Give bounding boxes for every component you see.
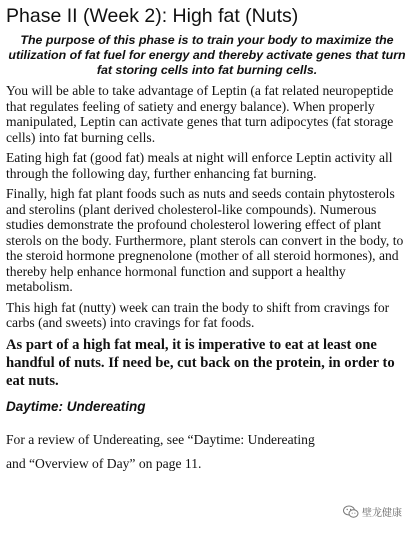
paragraph-leptin: You will be able to take advantage of Leptin (a fat related neuropeptide that regulates feeling of satiety and energy balance). When properly manipulated, Leptin can activate genes that turn adipocytes (fat storage cells) into fat burning cells. — [6, 83, 394, 145]
watermark — [343, 504, 402, 519]
wechat-icon — [343, 505, 359, 519]
page-title: Phase II (Week 2): High fat (Nuts) — [6, 5, 299, 27]
paragraph-plant-sterols: Finally, high fat plant foods such as nuts and seeds contain phytosterols and sterolins (plant derived cholesterol-like compounds). Numerous studies demonstrate the profound cholesterol lowering effect of plant sterols on the body. Furthermore, plant sterols can convert in the body, to the steroid hormone pregnenolone (mother of all steroid hormones), and thereby help enhance hormonal function and support a healthy metabolism. — [6, 186, 404, 294]
paragraph-night-meals: Eating high fat (good fat) meals at night will enforce Leptin activity all through the following day, further enhancing fat burning. — [6, 150, 393, 181]
subheading-daytime: Daytime: Undereating — [6, 398, 146, 414]
emphasis-nuts: As part of a high fat meal, it is imperative to eat at least one handful of nuts. If need be, cut back on the protein, in order to eat nuts. — [6, 336, 395, 389]
watermark-text: 壁龙健康 — [362, 508, 402, 519]
reference-line-2: and “Overview of Day” on page 11. — [6, 455, 202, 471]
document-page — [6, 4, 408, 476]
reference-line-1: For a review of Undereating, see “Daytime: Undereating — [6, 431, 315, 447]
purpose-statement: The purpose of this phase is to train your body to maximize the utilization of fat fuel for energy and thereby activate genes that turn fat storing cells into fat burning cells. — [8, 33, 406, 77]
paragraph-cravings: This high fat (nutty) week can train the body to shift from cravings for carbs (and sweets) into cravings for fat foods. — [6, 299, 390, 330]
